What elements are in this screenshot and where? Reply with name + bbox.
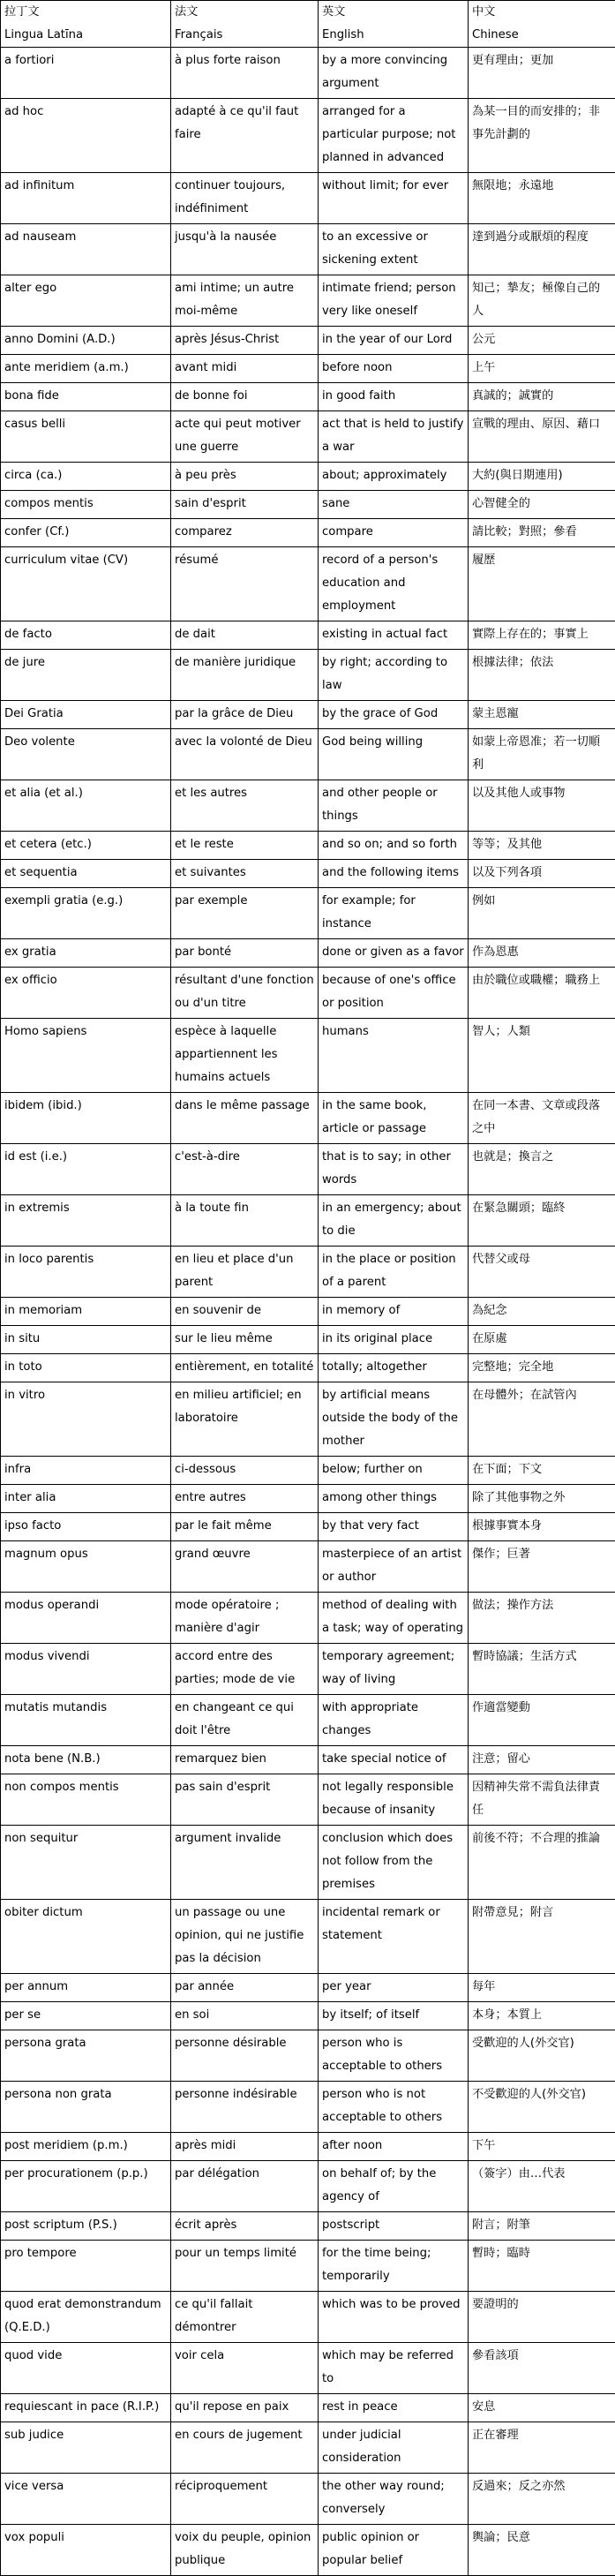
- chinese-cell: 為某一目的而安排的；非事先計劃的: [469, 99, 615, 173]
- chinese-cell: 注意；留心: [469, 1746, 615, 1774]
- latin-cell: per annum: [1, 1974, 171, 2002]
- table-row: [1, 832, 615, 860]
- french-cell: argument invalide: [171, 1826, 319, 1900]
- english-cell: humans: [319, 1019, 469, 1093]
- table-row: [1, 1774, 615, 1826]
- chinese-cell: 暫時協議；生活方式: [469, 1644, 615, 1695]
- english-cell: in the place or position of a parent: [319, 1247, 469, 1298]
- table-row: [1, 2241, 615, 2292]
- latin-cell: per procurationem (p.p.): [1, 2161, 171, 2212]
- latin-cell: exempli gratia (e.g.): [1, 888, 171, 939]
- english-cell: postscript: [319, 2212, 469, 2241]
- french-cell: pas sain d'esprit: [171, 1774, 319, 1826]
- chinese-cell: 上午: [469, 355, 615, 383]
- english-cell: before noon: [319, 355, 469, 383]
- chinese-cell: 附言；附筆: [469, 2212, 615, 2241]
- table-row: [1, 2161, 615, 2212]
- latin-cell: ad infinitum: [1, 173, 171, 224]
- chinese-cell: 不受歡迎的人(外交官): [469, 2082, 615, 2133]
- latin-cell: in situ: [1, 1326, 171, 1354]
- table-row: [1, 1326, 615, 1354]
- english-cell: with appropriate changes: [319, 1695, 469, 1746]
- chinese-cell: 達到過分或厭煩的程度: [469, 224, 615, 275]
- french-cell: personne indésirable: [171, 2082, 319, 2133]
- latin-cell: post meridiem (p.m.): [1, 2133, 171, 2161]
- french-cell: pour un temps limité: [171, 2241, 319, 2292]
- table-row: [1, 327, 615, 355]
- english-cell: for example; for instance: [319, 888, 469, 939]
- latin-cell: a fortiori: [1, 48, 171, 99]
- latin-cell: quod erat demonstrandum (Q.E.D.): [1, 2292, 171, 2343]
- latin-cell: vice versa: [1, 2474, 171, 2525]
- english-cell: without limit; for ever: [319, 173, 469, 224]
- french-cell: avant midi: [171, 355, 319, 383]
- chinese-cell: 傑作；巨著: [469, 1541, 615, 1593]
- french-cell: ami intime; un autre moi-même: [171, 275, 319, 327]
- latin-cell: in extremis: [1, 1195, 171, 1247]
- english-cell: that is to say; in other words: [319, 1144, 469, 1195]
- chinese-cell: 受歡迎的人(外交官): [469, 2030, 615, 2082]
- french-cell: à peu près: [171, 463, 319, 491]
- chinese-cell: 根據法律；依法: [469, 650, 615, 701]
- english-cell: by artificial means outside the body of the mother: [319, 1382, 469, 1457]
- french-cell: comparez: [171, 519, 319, 547]
- chinese-header-name: Chinese: [472, 24, 611, 47]
- table-row: [1, 939, 615, 968]
- table-row: [1, 968, 615, 1019]
- latin-cell: confer (Cf.): [1, 519, 171, 547]
- chinese-cell: 宣戰的理由、原因、藉口: [469, 411, 615, 463]
- chinese-cell: 每年: [469, 1974, 615, 2002]
- chinese-cell: 等等；及其他: [469, 832, 615, 860]
- french-cell: mode opératoire ; manière d'agir: [171, 1593, 319, 1644]
- latin-cell: et sequentia: [1, 860, 171, 888]
- french-cell: et suivantes: [171, 860, 319, 888]
- table-row: [1, 2292, 615, 2343]
- header-row: [1, 1, 615, 48]
- latin-cell: post scriptum (P.S.): [1, 2212, 171, 2241]
- table-row: [1, 99, 615, 173]
- latin-cell: ad hoc: [1, 99, 171, 173]
- latin-cell: persona grata: [1, 2030, 171, 2082]
- table-row: [1, 173, 615, 224]
- table-row: [1, 1382, 615, 1457]
- latin-cell: id est (i.e.): [1, 1144, 171, 1195]
- english-cell: intimate friend; person very like oneself: [319, 275, 469, 327]
- chinese-cell: 智人；人類: [469, 1019, 615, 1093]
- english-cell: existing in actual fact: [319, 621, 469, 650]
- english-cell: in memory of: [319, 1298, 469, 1326]
- table-row: [1, 383, 615, 411]
- table-row: [1, 729, 615, 780]
- latin-cell: et cetera (etc.): [1, 832, 171, 860]
- french-cell: après midi: [171, 2133, 319, 2161]
- french-cell: écrit après: [171, 2212, 319, 2241]
- chinese-cell: 如蒙上帝恩准；若一切順利: [469, 729, 615, 780]
- latin-cell: pro tempore: [1, 2241, 171, 2292]
- english-cell: by itself; of itself: [319, 2002, 469, 2030]
- table-row: [1, 2394, 615, 2422]
- chinese-cell: 作適當變動: [469, 1695, 615, 1746]
- latin-cell: infra: [1, 1457, 171, 1485]
- table-row: [1, 1298, 615, 1326]
- english-cell: by a more convincing argument: [319, 48, 469, 99]
- french-cell: sain d'esprit: [171, 491, 319, 519]
- english-cell: person who is acceptable to others: [319, 2030, 469, 2082]
- chinese-cell: 輿論；民意: [469, 2525, 615, 2576]
- chinese-cell: 在緊急關頭；臨終: [469, 1195, 615, 1247]
- english-cell: per year: [319, 1974, 469, 2002]
- table-row: [1, 1746, 615, 1774]
- latin-cell: ex officio: [1, 968, 171, 1019]
- table-row: [1, 48, 615, 99]
- french-cell: résultant d'une fonction ou d'un titre: [171, 968, 319, 1019]
- english-cell: act that is held to justify a war: [319, 411, 469, 463]
- chinese-cell: 暫時；臨時: [469, 2241, 615, 2292]
- latin-cell: bona fide: [1, 383, 171, 411]
- french-cell: un passage ou une opinion, qui ne justifie pas la décision: [171, 1900, 319, 1974]
- latin-cell: magnum opus: [1, 1541, 171, 1593]
- english-header-native: 英文: [322, 1, 464, 24]
- table-row: [1, 1900, 615, 1974]
- table-row: [1, 1541, 615, 1593]
- latin-cell: in memoriam: [1, 1298, 171, 1326]
- french-cell: entièrement, en totalité: [171, 1354, 319, 1382]
- table-row: [1, 2343, 615, 2394]
- latin-header-native: 拉丁文: [4, 1, 167, 24]
- table-row: [1, 780, 615, 832]
- latin-cell: non compos mentis: [1, 1774, 171, 1826]
- english-cell: masterpiece of an artist or author: [319, 1541, 469, 1593]
- chinese-cell: 心智健全的: [469, 491, 615, 519]
- latin-cell: ipso facto: [1, 1513, 171, 1541]
- english-cell: on behalf of; by the agency of: [319, 2161, 469, 2212]
- french-cell: qu'il repose en paix: [171, 2394, 319, 2422]
- chinese-cell: 公元: [469, 327, 615, 355]
- chinese-cell: 本身；本質上: [469, 2002, 615, 2030]
- french-cell: de manière juridique: [171, 650, 319, 701]
- french-cell: par année: [171, 1974, 319, 2002]
- latin-header-name: Lingua Latīna: [4, 24, 167, 47]
- latin-cell: de facto: [1, 621, 171, 650]
- chinese-cell: 下午: [469, 2133, 615, 2161]
- chinese-cell: 也就是；換言之: [469, 1144, 615, 1195]
- table-row: [1, 2422, 615, 2474]
- table-row: [1, 2212, 615, 2241]
- english-cell: temporary agreement; way of living: [319, 1644, 469, 1695]
- table-row: [1, 1695, 615, 1746]
- chinese-cell: 以及其他人或事物: [469, 780, 615, 832]
- chinese-cell: 安息: [469, 2394, 615, 2422]
- english-cell: compare: [319, 519, 469, 547]
- english-cell: incidental remark or statement: [319, 1900, 469, 1974]
- english-cell: for the time being; temporarily: [319, 2241, 469, 2292]
- english-cell: not legally responsible because of insanity: [319, 1774, 469, 1826]
- latin-cell: compos mentis: [1, 491, 171, 519]
- french-cell: dans le même passage: [171, 1093, 319, 1144]
- chinese-cell: 根據事實本身: [469, 1513, 615, 1541]
- french-cell: par le fait même: [171, 1513, 319, 1541]
- chinese-cell: 參看該項: [469, 2343, 615, 2394]
- french-cell: en milieu artificiel; en laboratoire: [171, 1382, 319, 1457]
- french-cell: acte qui peut motiver une guerre: [171, 411, 319, 463]
- chinese-cell: 由於職位或職權；職務上: [469, 968, 615, 1019]
- latin-cell: mutatis mutandis: [1, 1695, 171, 1746]
- chinese-header-native: 中文: [472, 1, 611, 24]
- chinese-header: [469, 1, 615, 48]
- latin-cell: ante meridiem (a.m.): [1, 355, 171, 383]
- english-cell: under judicial consideration: [319, 2422, 469, 2474]
- latin-cell: anno Domini (A.D.): [1, 327, 171, 355]
- table-row: [1, 1513, 615, 1541]
- latin-cell: inter alia: [1, 1485, 171, 1513]
- french-cell: à la toute fin: [171, 1195, 319, 1247]
- table-row: [1, 411, 615, 463]
- french-cell: et le reste: [171, 832, 319, 860]
- table-row: [1, 860, 615, 888]
- table-row: [1, 888, 615, 939]
- english-cell: record of a person's education and employment: [319, 547, 469, 621]
- table-row: [1, 650, 615, 701]
- chinese-cell: 為紀念: [469, 1298, 615, 1326]
- table-row: [1, 1457, 615, 1485]
- latin-cell: quod vide: [1, 2343, 171, 2394]
- latin-cell: et alia (et al.): [1, 780, 171, 832]
- chinese-cell: 在原處: [469, 1326, 615, 1354]
- chinese-cell: 正在審理: [469, 2422, 615, 2474]
- english-cell: in good faith: [319, 383, 469, 411]
- chinese-cell: 實際上存在的；事實上: [469, 621, 615, 650]
- table-row: [1, 1247, 615, 1298]
- chinese-cell: 在下面；下文: [469, 1457, 615, 1485]
- latin-cell: sub judice: [1, 2422, 171, 2474]
- chinese-cell: 履歷: [469, 547, 615, 621]
- latin-cell: requiescant in pace (R.I.P.): [1, 2394, 171, 2422]
- english-cell: and the following items: [319, 860, 469, 888]
- english-cell: public opinion or popular belief: [319, 2525, 469, 2576]
- latin-cell: modus operandi: [1, 1593, 171, 1644]
- table-row: [1, 547, 615, 621]
- french-cell: espèce à laquelle appartiennent les humains actuels: [171, 1019, 319, 1093]
- chinese-cell: 請比較；對照；參看: [469, 519, 615, 547]
- english-cell: totally; altogether: [319, 1354, 469, 1382]
- latin-cell: alter ego: [1, 275, 171, 327]
- table-row: [1, 1195, 615, 1247]
- french-cell: voir cela: [171, 2343, 319, 2394]
- french-cell: jusqu'à la nausée: [171, 224, 319, 275]
- french-cell: par délégation: [171, 2161, 319, 2212]
- table-row: [1, 519, 615, 547]
- latin-cell: de jure: [1, 650, 171, 701]
- french-cell: adapté à ce qu'il faut faire: [171, 99, 319, 173]
- table-row: [1, 1826, 615, 1900]
- french-cell: remarquez bien: [171, 1746, 319, 1774]
- latin-cell: ibidem (ibid.): [1, 1093, 171, 1144]
- english-cell: in an emergency; about to die: [319, 1195, 469, 1247]
- latin-cell: non sequitur: [1, 1826, 171, 1900]
- french-cell: accord entre des parties; mode de vie: [171, 1644, 319, 1695]
- french-cell: en souvenir de: [171, 1298, 319, 1326]
- french-cell: avec la volonté de Dieu: [171, 729, 319, 780]
- chinese-cell: 除了其他事物之外: [469, 1485, 615, 1513]
- chinese-cell: 要證明的: [469, 2292, 615, 2343]
- latin-cell: ex gratia: [1, 939, 171, 968]
- latin-cell: ad nauseam: [1, 224, 171, 275]
- latin-cell: in toto: [1, 1354, 171, 1382]
- table-row: [1, 2133, 615, 2161]
- chinese-cell: 完整地；完全地: [469, 1354, 615, 1382]
- table-row: [1, 355, 615, 383]
- latin-cell: casus belli: [1, 411, 171, 463]
- chinese-cell: 因精神失常不需負法律責任: [469, 1774, 615, 1826]
- english-cell: which may be referred to: [319, 2343, 469, 2394]
- french-cell: de dait: [171, 621, 319, 650]
- french-cell: en changeant ce qui doit l'être: [171, 1695, 319, 1746]
- french-cell: réciproquement: [171, 2474, 319, 2525]
- table-row: [1, 491, 615, 519]
- chinese-cell: （簽字）由…代表: [469, 2161, 615, 2212]
- english-cell: to an excessive or sickening extent: [319, 224, 469, 275]
- table-row: [1, 2002, 615, 2030]
- chinese-cell: 反過來；反之亦然: [469, 2474, 615, 2525]
- french-cell: après Jésus-Christ: [171, 327, 319, 355]
- table-row: [1, 2082, 615, 2133]
- french-cell: à plus forte raison: [171, 48, 319, 99]
- latin-cell: in loco parentis: [1, 1247, 171, 1298]
- chinese-cell: 作為恩惠: [469, 939, 615, 968]
- english-cell: after noon: [319, 2133, 469, 2161]
- english-cell: arranged for a particular purpose; not planned in advanced: [319, 99, 469, 173]
- french-cell: par bonté: [171, 939, 319, 968]
- french-header: [171, 1, 319, 48]
- english-cell: rest in peace: [319, 2394, 469, 2422]
- latin-cell: in vitro: [1, 1382, 171, 1457]
- english-cell: by right; according to law: [319, 650, 469, 701]
- table-row: [1, 224, 615, 275]
- latin-cell: circa (ca.): [1, 463, 171, 491]
- english-cell: which was to be proved: [319, 2292, 469, 2343]
- table-row: [1, 275, 615, 327]
- english-cell: the other way round; conversely: [319, 2474, 469, 2525]
- english-cell: among other things: [319, 1485, 469, 1513]
- english-cell: because of one's office or position: [319, 968, 469, 1019]
- english-cell: about; approximately: [319, 463, 469, 491]
- french-cell: ce qu'il fallait démontrer: [171, 2292, 319, 2343]
- latin-cell: vox populi: [1, 2525, 171, 2576]
- chinese-cell: 大約(與日期連用): [469, 463, 615, 491]
- latin-cell: Homo sapiens: [1, 1019, 171, 1093]
- english-cell: in the same book, article or passage: [319, 1093, 469, 1144]
- latin-cell: obiter dictum: [1, 1900, 171, 1974]
- french-cell: en soi: [171, 2002, 319, 2030]
- english-cell: and so on; and so forth: [319, 832, 469, 860]
- table-row: [1, 1093, 615, 1144]
- table-row: [1, 1019, 615, 1093]
- table-row: [1, 701, 615, 729]
- chinese-cell: 代替父或母: [469, 1247, 615, 1298]
- table-row: [1, 1644, 615, 1695]
- table-row: [1, 2474, 615, 2525]
- chinese-cell: 做法；操作方法: [469, 1593, 615, 1644]
- chinese-cell: 在母體外；在試管內: [469, 1382, 615, 1457]
- latin-cell: nota bene (N.B.): [1, 1746, 171, 1774]
- english-cell: conclusion which does not follow from the premises: [319, 1826, 469, 1900]
- table-row: [1, 1354, 615, 1382]
- chinese-cell: 蒙主恩寵: [469, 701, 615, 729]
- french-header-native: 法文: [175, 1, 314, 24]
- english-header-name: English: [322, 24, 464, 47]
- french-cell: entre autres: [171, 1485, 319, 1513]
- chinese-cell: 在同一本書、文章或段落之中: [469, 1093, 615, 1144]
- chinese-cell: 以及下列各項: [469, 860, 615, 888]
- french-cell: grand œuvre: [171, 1541, 319, 1593]
- table-row: [1, 1974, 615, 2002]
- chinese-cell: 附帶意見；附言: [469, 1900, 615, 1974]
- french-cell: par exemple: [171, 888, 319, 939]
- latin-cell: curriculum vitae (CV): [1, 547, 171, 621]
- english-cell: in its original place: [319, 1326, 469, 1354]
- french-cell: résumé: [171, 547, 319, 621]
- english-cell: God being willing: [319, 729, 469, 780]
- chinese-cell: 無限地；永遠地: [469, 173, 615, 224]
- french-cell: voix du peuple, opinion publique: [171, 2525, 319, 2576]
- chinese-cell: 更有理由；更加: [469, 48, 615, 99]
- english-cell: by that very fact: [319, 1513, 469, 1541]
- french-cell: en lieu et place d'un parent: [171, 1247, 319, 1298]
- table-row: [1, 2525, 615, 2576]
- french-cell: sur le lieu même: [171, 1326, 319, 1354]
- french-cell: en cours de jugement: [171, 2422, 319, 2474]
- table-row: [1, 463, 615, 491]
- table-row: [1, 2030, 615, 2082]
- chinese-cell: 前後不符；不合理的推論: [469, 1826, 615, 1900]
- english-header: [319, 1, 469, 48]
- latin-header: [1, 1, 171, 48]
- english-cell: below; further on: [319, 1457, 469, 1485]
- english-cell: method of dealing with a task; way of operating: [319, 1593, 469, 1644]
- french-cell: c'est-à-dire: [171, 1144, 319, 1195]
- chinese-cell: 例如: [469, 888, 615, 939]
- french-cell: ci-dessous: [171, 1457, 319, 1485]
- table-row: [1, 1593, 615, 1644]
- english-cell: done or given as a favor: [319, 939, 469, 968]
- latin-cell: per se: [1, 2002, 171, 2030]
- latin-cell: Dei Gratia: [1, 701, 171, 729]
- french-header-name: Français: [175, 24, 314, 47]
- english-cell: in the year of our Lord: [319, 327, 469, 355]
- french-cell: et les autres: [171, 780, 319, 832]
- table-row: [1, 621, 615, 650]
- latin-cell: persona non grata: [1, 2082, 171, 2133]
- chinese-cell: 知己；摯友；極像自己的人: [469, 275, 615, 327]
- french-cell: personne désirable: [171, 2030, 319, 2082]
- english-cell: person who is not acceptable to others: [319, 2082, 469, 2133]
- french-cell: de bonne foi: [171, 383, 319, 411]
- french-cell: continuer toujours, indéfiniment: [171, 173, 319, 224]
- french-cell: par la grâce de Dieu: [171, 701, 319, 729]
- table-body: [1, 48, 615, 2576]
- english-cell: and other people or things: [319, 780, 469, 832]
- table-row: [1, 1144, 615, 1195]
- latin-cell: Deo volente: [1, 729, 171, 780]
- latin-cell: modus vivendi: [1, 1644, 171, 1695]
- english-cell: by the grace of God: [319, 701, 469, 729]
- table-row: [1, 1485, 615, 1513]
- english-cell: take special notice of: [319, 1746, 469, 1774]
- english-cell: sane: [319, 491, 469, 519]
- chinese-cell: 真誠的；誠實的: [469, 383, 615, 411]
